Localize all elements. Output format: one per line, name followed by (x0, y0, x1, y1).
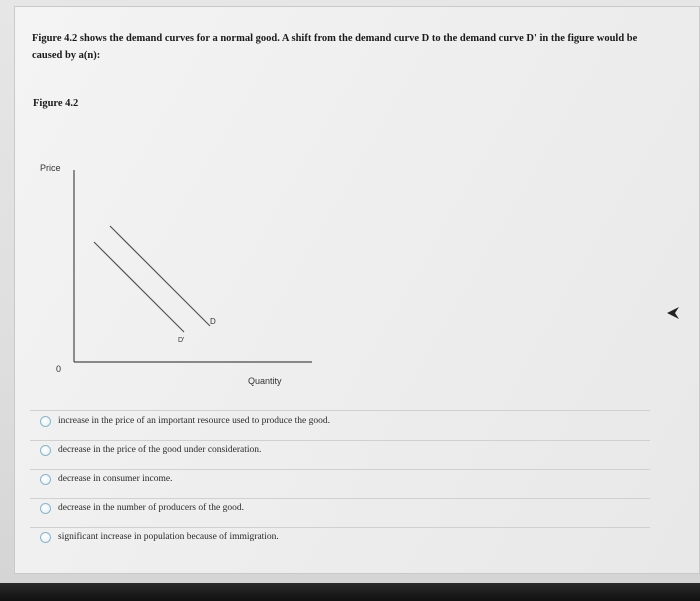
screen-bottom-bezel (0, 583, 700, 601)
question-text: Figure 4.2 shows the demand curves for a normal good. A shift from the demand curve D to the demand curve D' in the figure would be caused by a(n): (32, 33, 638, 61)
radio-button-icon[interactable] (40, 532, 51, 543)
option-separator (30, 469, 650, 470)
radio-button-icon[interactable] (40, 503, 51, 514)
radio-button-icon[interactable] (40, 416, 51, 427)
curve-d-label: D (210, 317, 216, 326)
answer-option-label: increase in the price of an important resource used to produce the good. (58, 416, 330, 426)
answer-option-3[interactable] (40, 470, 600, 488)
answer-option-4[interactable] (40, 499, 600, 517)
mouse-cursor-icon (666, 306, 680, 320)
option-separator (30, 527, 650, 528)
origin-label: 0 (56, 364, 62, 374)
radio-button-icon[interactable] (40, 445, 51, 456)
radio-button-icon[interactable] (40, 474, 51, 485)
answer-option-label: significant increase in population because of immigration. (58, 532, 279, 542)
answer-option-2[interactable] (40, 441, 600, 459)
answer-option-label: decrease in consumer income. (58, 474, 173, 484)
answer-option-label: decrease in the price of the good under consideration. (58, 445, 262, 455)
option-separator (30, 440, 650, 441)
y-axis-label: Price (40, 163, 61, 173)
answer-option-1[interactable] (40, 412, 600, 430)
demand-curve-d (110, 226, 210, 326)
option-separator (30, 498, 650, 499)
figure-title: Figure 4.2 (33, 98, 79, 109)
curve-d-prime-label: D' (178, 337, 185, 344)
answer-option-5[interactable] (40, 528, 600, 546)
answer-option-label: decrease in the number of producers of the good. (58, 503, 244, 513)
option-separator (30, 410, 650, 411)
x-axis-label: Quantity (248, 376, 282, 386)
